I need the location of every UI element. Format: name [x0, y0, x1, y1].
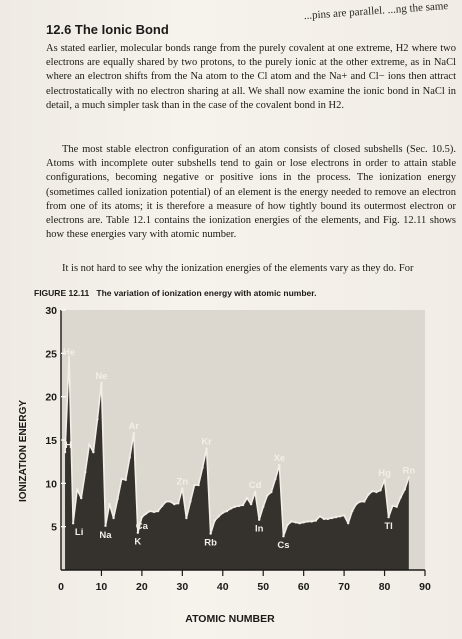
data-point — [125, 479, 127, 481]
data-point — [177, 502, 179, 504]
data-point — [185, 517, 187, 519]
data-point — [88, 443, 90, 445]
data-point — [254, 491, 256, 493]
data-point — [133, 432, 135, 434]
data-point — [302, 521, 304, 523]
data-point — [84, 471, 86, 473]
previous-page-text-fragment: ...pins are parallel. ...ng the same — [303, 0, 449, 23]
element-label: In — [254, 523, 264, 535]
data-point — [230, 507, 232, 509]
data-point — [222, 512, 224, 514]
data-point — [116, 498, 118, 500]
x-tick-label: 50 — [257, 581, 270, 593]
data-point — [347, 522, 349, 524]
data-point — [323, 518, 325, 520]
data-point — [408, 476, 410, 478]
data-point — [104, 525, 106, 527]
data-point — [282, 535, 284, 537]
data-point — [209, 532, 211, 534]
data-point — [355, 503, 357, 505]
figure-caption-text: The variation of ionization energy with atomic number. — [96, 288, 317, 298]
data-point — [76, 488, 78, 490]
x-tick-label: 10 — [95, 581, 108, 593]
data-point — [64, 451, 66, 453]
data-point — [213, 519, 215, 521]
x-axis-title: ATOMIC NUMBER — [185, 613, 275, 625]
x-tick-label: 20 — [136, 581, 148, 593]
element-label: Ar — [128, 421, 140, 433]
data-point — [343, 514, 345, 516]
data-point — [197, 484, 199, 486]
element-label: Rb — [204, 537, 217, 549]
data-point — [395, 506, 397, 508]
x-tick-label: 30 — [176, 581, 189, 593]
ionization-energy-chart — [0, 296, 462, 639]
data-point — [161, 505, 163, 507]
element-label: Ne — [95, 370, 108, 382]
data-point — [294, 521, 296, 523]
data-point — [246, 497, 248, 499]
data-point — [100, 382, 102, 384]
data-point — [270, 491, 272, 493]
y-tick-label: 5 — [51, 521, 57, 534]
data-point — [169, 500, 171, 502]
element-label: Cs — [277, 540, 290, 552]
data-point — [72, 522, 74, 524]
x-tick-label: 0 — [58, 581, 64, 593]
data-point — [315, 519, 317, 521]
data-point — [193, 484, 195, 486]
element-label: Li — [74, 527, 84, 539]
data-point — [371, 490, 373, 492]
data-point — [286, 524, 288, 526]
element-label: K — [134, 536, 142, 548]
data-point — [383, 479, 385, 481]
data-point — [112, 517, 114, 519]
x-tick-label: 80 — [378, 581, 391, 593]
data-point — [242, 504, 244, 506]
element-label: Tl — [384, 521, 393, 533]
data-point — [335, 516, 337, 518]
data-point — [145, 512, 147, 514]
element-label: Kr — [201, 436, 212, 448]
data-point — [331, 517, 333, 519]
figure-label: FIGURE 12.11 — [34, 288, 90, 298]
data-point — [298, 522, 300, 524]
data-point — [363, 500, 365, 502]
data-point — [201, 467, 203, 469]
data-point — [92, 451, 94, 453]
data-point — [108, 503, 110, 505]
element-label: Cd — [248, 480, 262, 491]
data-point — [153, 511, 155, 513]
y-tick-label: 30 — [45, 305, 57, 317]
y-axis-title: IONIZATION ENERGY — [18, 399, 29, 503]
data-point — [80, 497, 82, 499]
data-point — [149, 510, 151, 512]
data-point — [218, 515, 220, 517]
data-point — [258, 519, 260, 521]
data-point — [400, 496, 402, 498]
element-label: Ca — [135, 521, 148, 533]
data-point — [266, 494, 268, 496]
data-point — [367, 493, 369, 495]
y-tick-label: 25 — [45, 348, 57, 361]
data-point — [278, 464, 280, 466]
x-tick-label: 60 — [297, 581, 310, 593]
data-point — [262, 506, 264, 508]
data-point — [379, 489, 381, 491]
data-point — [181, 487, 183, 489]
element-label: He — [63, 346, 76, 358]
element-label: Xe — [273, 453, 286, 465]
data-point — [120, 478, 122, 480]
data-point — [290, 520, 292, 522]
element-label: Na — [99, 529, 112, 541]
data-point — [404, 488, 406, 490]
data-point — [359, 500, 361, 502]
paragraph-2: The most stable electron configuration of an atom consists of closed subshells (Sec. 10.5). Atoms with incomplete outer subshells tend to gain or lose electrons in order to attain stable configurations, becoming negative or positive ions in the process. The ionization energy (sometimes called ionization potential) of an element is the energy needed to remove an electron from one of its atoms; it is therefore a measure of how tightly bound its outermost electron or electrons are. Table 12.1 contains the ionization energies of the elements, and Fig. 12.11 shows how these energies vary with atomic number. — [46, 144, 456, 241]
y-tick-label: 15 — [45, 435, 57, 447]
x-tick-label: 40 — [216, 581, 229, 593]
data-point — [205, 447, 207, 449]
data-point — [375, 491, 377, 493]
element-label: Rn — [402, 465, 416, 477]
data-point — [311, 520, 313, 522]
data-point — [226, 510, 228, 512]
data-point — [391, 505, 393, 507]
section-heading: 12.6 The Ionic Bond — [46, 22, 169, 37]
data-point — [96, 418, 98, 420]
data-point — [307, 520, 309, 522]
data-point — [274, 478, 276, 480]
data-point — [141, 516, 143, 518]
data-point — [129, 456, 131, 458]
data-point — [319, 515, 321, 517]
data-point — [173, 503, 175, 505]
x-tick-label: 90 — [419, 581, 431, 593]
element-label: Hg — [378, 467, 391, 479]
data-point — [157, 510, 159, 512]
element-label: Zn — [176, 476, 189, 488]
data-point — [189, 500, 191, 502]
data-point — [351, 510, 353, 512]
y-tick-label: 20 — [45, 391, 57, 404]
data-point — [327, 518, 329, 520]
paragraph-3: It is not hard to see why the ionization energies of the elements vary as they do. For — [62, 263, 414, 274]
data-point — [234, 506, 236, 508]
x-tick-label: 70 — [338, 581, 350, 593]
data-point — [250, 503, 252, 505]
element-label: H — [65, 440, 72, 452]
y-tick-label: 10 — [45, 478, 57, 491]
data-point — [339, 515, 341, 517]
data-point — [387, 516, 389, 518]
paragraph-1: As stated earlier, molecular bonds range from the purely covalent at one extreme, H2 where two electrons are equally shared by two protons, to the purely ionic at the other extreme, as in NaCl where an electron shifts from the Na atom to the Cl atom and the Na+ and Cl− ions then attract electrostatically with no electron sharing at all. We shall now examine the ionic bond in NaCl in detail, a much simpler task than in the case of the covalent bond in H2. — [46, 43, 456, 111]
data-point — [238, 505, 240, 507]
data-point — [165, 500, 167, 502]
